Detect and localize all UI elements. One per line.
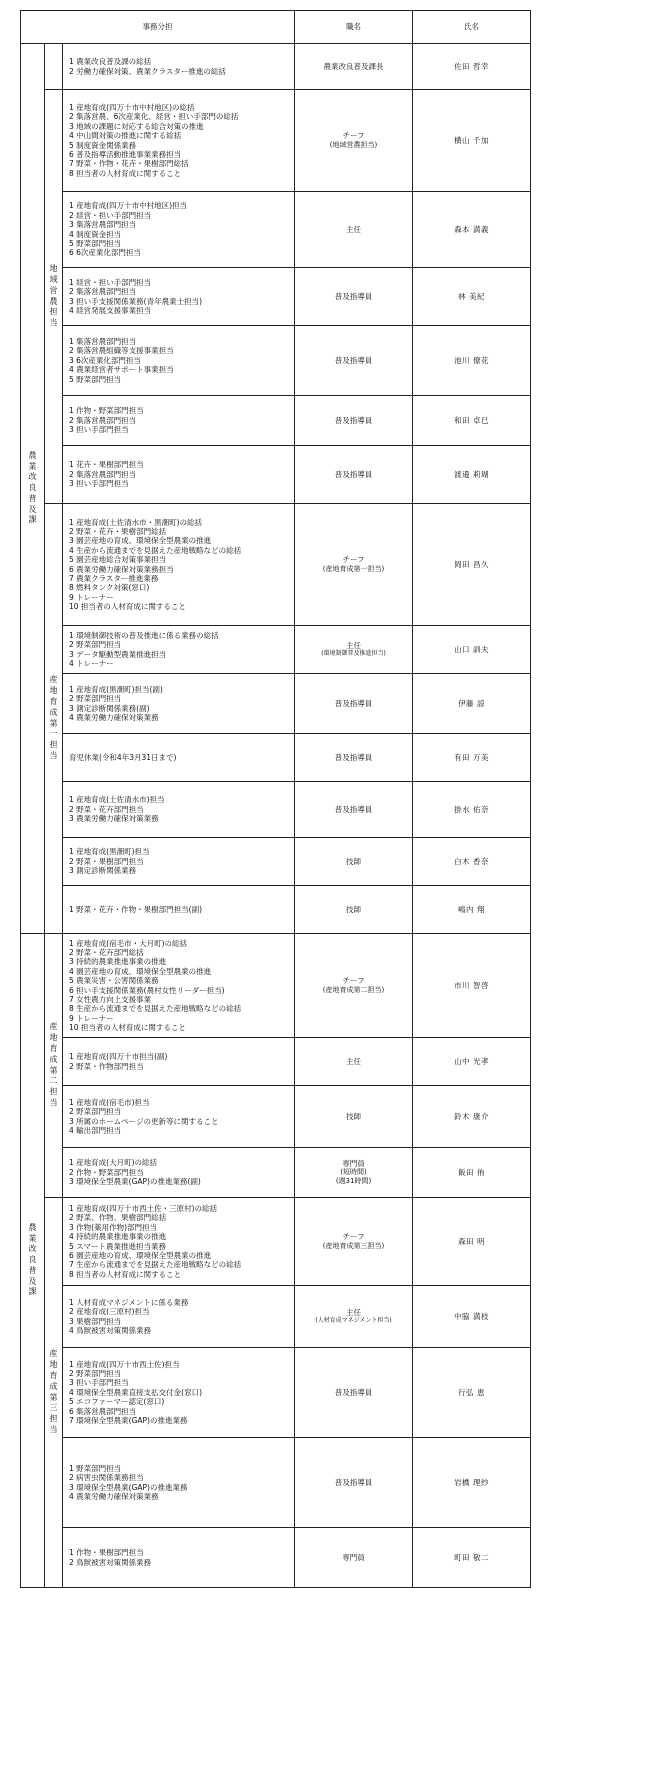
header-name: 氏名 (413, 11, 531, 44)
table-row (21, 1148, 531, 1198)
table-row (21, 44, 531, 90)
duty-cell (63, 44, 295, 90)
duty-line: 1 人材育成マネジメントに係る業務 (69, 1297, 189, 1307)
title-cell (295, 326, 413, 396)
duty-line: 1 産地育成(四万十市西土佐)担当 (69, 1359, 180, 1369)
staff-name: 伊藤 諒 (458, 698, 485, 708)
job-title: 専門員 (342, 1159, 365, 1169)
team-cell (45, 44, 63, 90)
duty-cell (63, 838, 295, 886)
title-cell (295, 44, 413, 90)
title-cell (295, 674, 413, 734)
duty-line: 6 集落営農部門担当 (69, 1406, 137, 1416)
title-cell (295, 1286, 413, 1348)
name-cell (413, 1148, 531, 1198)
title-cell (295, 1148, 413, 1198)
staff-name: 市川 智啓 (454, 980, 489, 990)
duty-line: 8 生産から流通までを見据えた産地戦略などの総括 (69, 1004, 242, 1014)
staff-name: 森本 満義 (454, 224, 489, 234)
duty-line: 1 作物・果樹部門担当 (69, 1548, 144, 1558)
duty-line: 5 野菜部門担当 (69, 238, 122, 248)
name-cell (413, 886, 531, 934)
header-duty: 事務分担 (21, 11, 295, 44)
duty-line: 8 担当者の人材育成に関すること (69, 1269, 182, 1279)
duty-line: 4 中山間対策の推進に関する総括 (69, 131, 182, 141)
job-title-note: (環境制御普及推進担当) (321, 650, 386, 658)
table-row (21, 90, 531, 192)
job-title: 技師 (346, 904, 362, 914)
title-cell (295, 886, 413, 934)
duty-line: 1 集落営農部門担当 (69, 337, 137, 347)
title-cell (295, 504, 413, 626)
duty-line: 5 スマート農業推進担当業務 (69, 1241, 167, 1251)
duty-cell (63, 674, 295, 734)
duty-line: 5 制度資金関係業務 (69, 140, 137, 150)
title-cell (295, 192, 413, 268)
title-cell (295, 626, 413, 674)
team-label: 産地育成第二担当 (49, 1022, 58, 1107)
title-cell (295, 1348, 413, 1438)
job-title-note: (産地育成第一担当) (322, 564, 385, 573)
name-cell (413, 1038, 531, 1086)
title-cell (295, 1198, 413, 1286)
duty-line: 1 産地育成(四万十市西土佐・三原村)の総括 (69, 1204, 218, 1213)
duty-line: 3 所属のホームページの更新等に関すること (69, 1116, 219, 1126)
duty-line: 3 測定診断関係業務 (69, 866, 137, 876)
name-cell (413, 268, 531, 326)
duty-line: 1 作物・野菜部門担当 (69, 406, 144, 416)
staff-name: 佐田 哲幸 (454, 61, 489, 71)
duty-line: 2 野菜・花卉・果樹部門総括 (69, 527, 167, 536)
duty-line: 6 6次産業化部門担当 (69, 248, 141, 258)
job-title: 農業改良普及課長 (323, 61, 384, 71)
duty-line: 2 野菜・果樹部門担当 (69, 856, 144, 866)
name-cell (413, 1286, 531, 1348)
table-row (21, 626, 531, 674)
job-title: チーフ (342, 976, 365, 986)
duty-cell (63, 192, 295, 268)
duty-line: 育児休業(令和4年3月31日まで) (69, 752, 177, 762)
duty-line: 1 産地育成(黒潮町)担当 (69, 847, 150, 857)
duty-line: 4 経営発展支援事業担当 (69, 305, 152, 315)
title-cell (295, 446, 413, 504)
duty-line: 2 作物・野菜部門担当 (69, 1167, 144, 1177)
duty-line: 4 環境保全型農業直接支払交付金(窓口) (69, 1387, 203, 1397)
table-row (21, 734, 531, 782)
duty-cell (63, 1086, 295, 1148)
duty-line: 7 環境保全型農業(GAP)の推進業務 (69, 1415, 188, 1425)
duty-line: 5 園芸産地総合対策事業担当 (69, 555, 167, 565)
duty-line: 3 環境保全型農業(GAP)の推進業務(副) (69, 1177, 201, 1187)
duty-line: 7 農業クラスター推進業務 (69, 573, 159, 583)
duty-line: 3 環境保全型農業(GAP)の推進業務 (69, 1482, 188, 1492)
duty-line: 1 産地育成(大月町)の総括 (69, 1158, 158, 1168)
duty-line: 5 農業災害・公害関係業務 (69, 976, 159, 986)
duty-line: 1 野菜・花卉・作物・果樹部門担当(副) (69, 904, 203, 914)
title-cell (295, 268, 413, 326)
table-body (21, 44, 531, 1588)
duty-line: 9 トレーナー (69, 1013, 114, 1023)
duty-line: 6 担い手支援関係業務(農村女性リーダー担当) (69, 985, 225, 995)
duty-cell (63, 1438, 295, 1528)
duty-line: 3 集落営農部門担当 (69, 220, 137, 230)
header-row (21, 11, 531, 44)
table-row (21, 1038, 531, 1086)
staff-name: 森田 明 (458, 1236, 485, 1246)
team-cell (45, 90, 63, 504)
duty-line: 2 病害虫関係業務担当 (69, 1473, 144, 1483)
duty-line: 1 産地育成(四万十市中村地区)担当 (69, 201, 188, 211)
job-title: 主任 (346, 1056, 362, 1066)
name-cell (413, 1348, 531, 1438)
duty-cell (63, 886, 295, 934)
title-cell (295, 1528, 413, 1588)
duty-line: 4 輸出部門担当 (69, 1125, 122, 1135)
staff-name: 有田 万美 (454, 752, 489, 762)
table-row (21, 396, 531, 446)
job-title-note: (地域営農担当) (329, 140, 378, 149)
staff-name: 池川 僚花 (454, 355, 489, 365)
job-title: 技師 (346, 856, 362, 866)
duty-line: 1 産地育成(土佐清水市・黒潮町)の総括 (69, 517, 203, 527)
department-label: 農業改良普及課 (28, 450, 37, 525)
duty-line: 3 担い手部門担当 (69, 1378, 129, 1388)
job-title: チーフ (342, 131, 365, 141)
team-label: 産地育成第三担当 (49, 1349, 58, 1434)
job-title-note: (人材育成マネジメント担当) (315, 1317, 392, 1325)
duty-line: 2 鳥獣被害対策関係業務 (69, 1557, 152, 1567)
duty-line: 4 持続的農業推進事業の推進 (69, 1232, 167, 1242)
job-title: 専門員 (342, 1552, 365, 1562)
duty-line: 1 産地育成(四万十市中村地区)の総括 (69, 103, 195, 112)
duty-line: 2 労働力確保対策、農業クラスター推進の総括 (69, 66, 226, 76)
duty-line: 2 集落営農部門担当 (69, 469, 137, 479)
duty-cell (63, 1348, 295, 1438)
team-cell (45, 934, 63, 1198)
team-cell (45, 504, 63, 934)
duty-cell (63, 90, 295, 192)
duty-line: 5 野菜部門担当 (69, 374, 122, 384)
duty-line: 3 果樹部門担当 (69, 1316, 122, 1326)
table-row (21, 1528, 531, 1588)
duty-line: 7 女性農力向上支援事業 (69, 994, 152, 1004)
duty-cell (63, 782, 295, 838)
job-title: 普及指導員 (334, 698, 373, 708)
duty-cell (63, 934, 295, 1038)
duty-cell (63, 268, 295, 326)
duty-line: 1 産地育成(宿毛市)担当 (69, 1097, 150, 1107)
duty-cell (63, 326, 295, 396)
name-cell (413, 1528, 531, 1588)
duty-line: 7 生産から流通までを見据えた産地戦略などの総括 (69, 1260, 242, 1270)
duty-line: 2 経営・担い手部門担当 (69, 210, 152, 220)
job-title: 普及指導員 (334, 415, 373, 425)
title-cell (295, 1038, 413, 1086)
staff-name: 岡田 昌久 (454, 559, 489, 569)
name-cell (413, 782, 531, 838)
duty-line: 6 農業労働力確保対策業務担当 (69, 564, 174, 574)
staff-name: 掛水 佑奈 (454, 804, 489, 814)
name-cell (413, 626, 531, 674)
duty-line: 3 作物(薬用作物)部門担当 (69, 1222, 158, 1232)
duty-line: 4 制度資金担当 (69, 229, 122, 239)
job-title-note: (産地育成第三担当) (322, 1241, 385, 1250)
duty-line: 10 担当者の人材育成に関すること (69, 602, 186, 611)
duty-line: 1 農業改良普及課の総括 (69, 57, 152, 67)
duty-line: 2 集落営農組織等支援事業担当 (69, 346, 174, 356)
name-cell (413, 674, 531, 734)
duty-cell (63, 1198, 295, 1286)
table-row (21, 446, 531, 504)
job-title: チーフ (342, 555, 365, 565)
staff-name: 渡邉 莉瑚 (454, 469, 489, 479)
team-label: 産地育成第一担当 (49, 675, 58, 760)
table-row (21, 1438, 531, 1528)
duty-line: 4 トレーナー (69, 658, 114, 668)
duty-line: 1 花卉・果樹部門担当 (69, 460, 144, 470)
department-label: 農業改良普及課 (28, 1222, 37, 1297)
duty-line: 2 野菜部門担当 (69, 1369, 122, 1379)
duty-line: 3 担い手支援関係業務(青年農業士担当) (69, 296, 203, 306)
table-row (21, 504, 531, 626)
duty-line: 3 担い手部門担当 (69, 425, 129, 435)
duty-line: 7 野菜・作物・花卉・果樹部門総括 (69, 159, 189, 169)
duty-line: 2 野菜・花卉部門総括 (69, 948, 144, 957)
name-cell (413, 192, 531, 268)
table-row (21, 934, 531, 1038)
job-title: チーフ (342, 1232, 365, 1242)
title-cell (295, 838, 413, 886)
job-title: 普及指導員 (334, 1387, 373, 1397)
duty-cell (63, 446, 295, 504)
duty-cell (63, 1528, 295, 1588)
staff-name: 町田 敬二 (454, 1552, 489, 1562)
duty-line: 2 野菜、作物、果樹部門総括 (69, 1213, 167, 1223)
table-row (21, 1198, 531, 1286)
header-title: 職名 (295, 11, 413, 44)
job-title: 主任 (346, 224, 362, 234)
duty-line: 3 測定診断関係業務(副) (69, 703, 150, 713)
table-row (21, 268, 531, 326)
job-title: 普及指導員 (334, 804, 373, 814)
duty-line: 8 燃料タンク対策(窓口) (69, 583, 150, 593)
duty-assignment-table (20, 10, 531, 1588)
table-row (21, 886, 531, 934)
duty-line: 2 集落営農部門担当 (69, 287, 137, 297)
assignment-document (20, 10, 530, 1588)
staff-name: 行弘 恵 (458, 1387, 485, 1397)
job-title: 普及指導員 (334, 1477, 373, 1487)
table-row (21, 838, 531, 886)
name-cell (413, 1086, 531, 1148)
duty-line: 8 担当者の人材育成に関すること (69, 168, 182, 178)
name-cell (413, 734, 531, 782)
duty-line: 2 産地育成(三原村)担当 (69, 1307, 150, 1317)
title-cell (295, 396, 413, 446)
title-cell (295, 734, 413, 782)
duty-cell (63, 1286, 295, 1348)
duty-line: 10 担当者の人材育成に関すること (69, 1023, 186, 1032)
table-row (21, 674, 531, 734)
name-cell (413, 326, 531, 396)
duty-line: 4 農業経営者サポート事業担当 (69, 365, 174, 375)
duty-line: 3 6次産業化部門担当 (69, 355, 141, 365)
duty-line: 4 園芸産地の育成、環境保全型農業の推進 (69, 966, 212, 976)
staff-name: 横山 千加 (454, 135, 489, 145)
duty-line: 1 産地育成(黒潮町)担当(副) (69, 684, 163, 694)
job-title: 主任 (346, 641, 362, 651)
duty-line: 3 担い手部門担当 (69, 479, 129, 489)
job-title: 技師 (346, 1111, 362, 1121)
job-title: 普及指導員 (334, 469, 373, 479)
duty-cell (63, 504, 295, 626)
staff-name: 飯田 侑 (458, 1167, 485, 1177)
title-cell (295, 1438, 413, 1528)
name-cell (413, 396, 531, 446)
staff-name: 中脇 満枝 (454, 1311, 489, 1321)
duty-line: 5 エコファーマー認定(窓口) (69, 1397, 165, 1407)
duty-line: 2 野菜・花卉部門担当 (69, 804, 144, 814)
table-row (21, 1348, 531, 1438)
name-cell (413, 446, 531, 504)
job-title: 主任 (346, 1308, 362, 1318)
duty-line: 3 園芸産地の育成、環境保全型農業の推進 (69, 536, 212, 546)
duty-cell (63, 626, 295, 674)
duty-line: 1 産地育成(四万十市担当(副) (69, 1052, 168, 1062)
duty-line: 3 地域の課題に対応する総合対策の推進 (69, 121, 204, 131)
duty-line: 4 農業労働力確保対策業務 (69, 712, 159, 722)
duty-line: 1 経営・担い手部門担当 (69, 277, 152, 287)
job-title-note: (産地育成第二担当) (322, 985, 385, 994)
duty-line: 3 持続的農業推進事業の推進 (69, 957, 167, 967)
duty-line: 2 野菜部門担当 (69, 694, 122, 704)
duty-line: 1 野菜部門担当 (69, 1463, 122, 1473)
duty-line: 4 鳥獣被害対策関係業務 (69, 1325, 152, 1335)
name-cell (413, 1438, 531, 1528)
job-title: 普及指導員 (334, 752, 373, 762)
duty-line: 2 集落営農、6次産業化、経営・担い手部門の総括 (69, 112, 239, 122)
duty-line: 2 野菜部門担当 (69, 1107, 122, 1117)
name-cell (413, 934, 531, 1038)
name-cell (413, 838, 531, 886)
duty-line: 6 園芸産地の育成、環境保全型農業の推進 (69, 1250, 212, 1260)
team-label: 地域営農担当 (49, 264, 58, 328)
duty-cell (63, 734, 295, 782)
name-cell (413, 504, 531, 626)
staff-name: 岩橋 理紗 (454, 1477, 489, 1487)
title-cell (295, 90, 413, 192)
title-cell (295, 782, 413, 838)
team-cell (45, 1198, 63, 1588)
table-row (21, 1086, 531, 1148)
table-row (21, 1286, 531, 1348)
duty-line: 9 トレーナー (69, 592, 114, 602)
staff-name: 山中 光孝 (454, 1056, 489, 1066)
staff-name: 白木 香奈 (454, 856, 489, 866)
table-row (21, 326, 531, 396)
duty-line: 3 データ駆動型農業推進担当 (69, 649, 167, 659)
duty-line: 1 環境制御技術の普及推進に係る業務の総括 (69, 630, 219, 640)
duty-line: 1 産地育成(宿毛市・大月町)の総括 (69, 938, 188, 948)
staff-name: 嶋内 翔 (458, 904, 485, 914)
duty-line: 4 農業労働力確保対策業務 (69, 1491, 159, 1501)
staff-name: 鈴木 康介 (454, 1111, 489, 1121)
job-title: 普及指導員 (334, 291, 373, 301)
duty-line: 2 野菜部門担当 (69, 640, 122, 650)
duty-cell (63, 396, 295, 446)
table-row (21, 192, 531, 268)
duty-line: 3 農業労働力確保対策業務 (69, 814, 159, 824)
table-row (21, 782, 531, 838)
staff-name: 和田 卓巳 (454, 415, 489, 425)
duty-cell (63, 1148, 295, 1198)
duty-line: 4 生産から流通までを見据えた産地戦略などの総括 (69, 545, 242, 555)
duty-cell (63, 1038, 295, 1086)
duty-line: 6 普及指導活動推進事業業務担当 (69, 149, 182, 159)
department-cell (21, 44, 45, 934)
duty-line: 2 集落営農部門担当 (69, 415, 137, 425)
duty-line: 2 野菜・作物部門担当 (69, 1061, 144, 1071)
staff-name: 林 美紀 (458, 291, 485, 301)
department-cell (21, 934, 45, 1588)
staff-name: 山口 訓夫 (454, 644, 489, 654)
job-title: 普及指導員 (334, 355, 373, 365)
title-cell (295, 934, 413, 1038)
name-cell (413, 1198, 531, 1286)
name-cell (413, 90, 531, 192)
title-cell (295, 1086, 413, 1148)
job-title-note: (週31時間) (335, 1177, 372, 1186)
job-title-note: (短時間) (340, 1168, 367, 1177)
duty-line: 1 産地育成(土佐清水市)担当 (69, 795, 165, 805)
name-cell (413, 44, 531, 90)
